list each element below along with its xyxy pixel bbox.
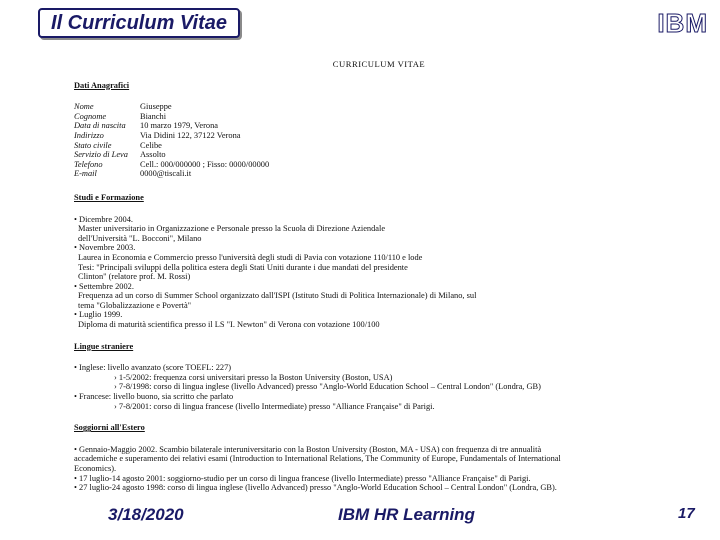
abroad-list <box>74 445 684 493</box>
footer-title: IBM HR Learning <box>338 505 475 524</box>
footer-date: 3/18/2020 <box>108 505 184 524</box>
field-label: Data di nascita <box>74 121 126 131</box>
field-value: Via Didini 122, 37122 Verona <box>140 130 241 140</box>
field-value: Giuseppe <box>140 102 172 112</box>
field-label: Telefono <box>74 159 103 169</box>
list-item: Laurea in Economia e Commercio presso l'università degli studi di Pavia con votazione 110/110 e lode <box>78 252 423 262</box>
list-item: • Gennaio-Maggio 2002. Scambio bilaterale interuniversitario con la Boston University (Boston, MA - USA) con frequenza di tre annualità <box>74 444 542 454</box>
list-item: • Luglio 1999. <box>74 310 123 320</box>
personal-data-table <box>74 102 684 179</box>
section-heading-education: Studi e Formazione <box>74 192 144 202</box>
field-label: Indirizzo <box>74 130 104 140</box>
field-value: Celibe <box>140 140 162 150</box>
list-item: Economics). <box>74 464 117 473</box>
list-item: • Novembre 2003. <box>74 243 136 253</box>
field-label: Stato civile <box>74 140 112 150</box>
cv-title: CURRICULUM VITAE <box>332 59 426 69</box>
list-item: • 27 luglio-24 agosto 1998: corso di lingua inglese (livello Advanced) presso "Anglo-World Education School – Central London" (Londra, GB). <box>74 483 557 493</box>
list-item: Tesi: "Principali sviluppi della politica estera degli Stati Uniti durante i due mandati del presidente <box>78 262 408 272</box>
field-label: Nome <box>74 102 94 112</box>
list-item: Clinton" (relatore prof. M. Rossi) <box>78 272 191 282</box>
page-number: 17 <box>678 505 695 522</box>
list-item: accademiche e superamento dei relativi esami (Introduction to International Relations, The Community of Europe, Fundamentals of International <box>74 454 561 464</box>
field-label: Servizio di Leva <box>74 150 128 160</box>
languages-list <box>74 363 684 411</box>
list-item: Master universitario in Organizzazione e Personale presso la Scuola di Direzione Aziendale <box>78 224 386 234</box>
section-heading-personal: Dati Anagrafici <box>74 80 130 90</box>
ibm-logo: IBM <box>657 8 708 38</box>
section-heading-abroad: Soggiorni all'Estero <box>74 423 145 433</box>
list-item: • Francese: livello buono, sia scritto che parlato <box>74 392 234 402</box>
list-item: • 17 luglio-14 agosto 2001: soggiorno-studio per un corso di lingua francese (livello Intermediate) presso "Alliance Française" di Parigi. <box>74 473 531 483</box>
list-item: › 1-5/2002: frequenza corsi universitari presso la Boston University (Boston, USA) <box>114 372 393 382</box>
list-item: dell'Università "L. Bocconi", Milano <box>78 233 202 243</box>
cv-document <box>74 60 684 499</box>
field-label: Cognome <box>74 111 107 121</box>
field-value: Cell.: 000/000000 ; Fisso: 0000/00000 <box>140 159 270 169</box>
section-heading-languages: Lingue straniere <box>74 341 134 351</box>
field-value: 10 marzo 1979, Verona <box>140 121 218 131</box>
list-item: › 7-8/1998: corso di lingua inglese (livello Advanced) presso "Anglo-World Education School – Central London" (Londra, GB) <box>114 382 541 392</box>
slide-title: Il Curriculum Vitae <box>38 8 240 38</box>
field-label: E-mail <box>74 169 97 179</box>
field-value: Bianchi <box>140 111 167 121</box>
list-item: • Settembre 2002. <box>74 281 134 291</box>
field-value: Assolto <box>140 150 166 160</box>
list-item: Diploma di maturità scientifica presso il LS "I. Newton" di Verona con votazione 100/100 <box>78 320 380 330</box>
list-item: • Inglese: livello avanzato (score TOEFL: 227) <box>74 363 232 373</box>
list-item: › 7-8/2001: corso di lingua francese (livello Intermediate) presso "Alliance Française" di Parigi. <box>114 401 435 411</box>
field-value: 0000@tiscali.it <box>140 169 192 179</box>
list-item: tema "Globalizzazione e Povertà" <box>78 300 192 310</box>
list-item: • Dicembre 2004. <box>74 214 133 224</box>
education-list <box>74 215 684 330</box>
list-item: Frequenza ad un corso di Summer School organizzato dall'ISPI (Istituto Studi di Politica Internazionale) di Milano, sul <box>78 291 477 301</box>
